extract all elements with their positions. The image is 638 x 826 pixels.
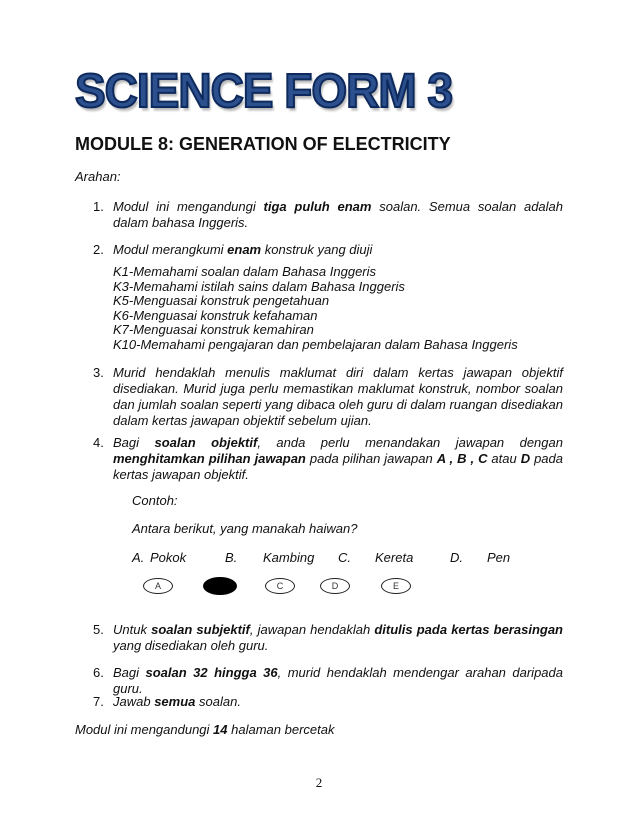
item-number-1: 1. [93,199,104,214]
construct-item: K6-Menguasai konstruk kefahaman [113,307,318,323]
page-number: 2 [315,775,323,790]
instruction-item-7: Jawab semua soalan. [113,694,241,709]
instruction-item-1: Modul ini mengandungi tiga puluh enam soalan. Semua soalan adalah dalam bahasa Inggeris. [113,199,563,230]
construct-item: K1-Memahami soalan dalam Bahasa Inggeris [113,264,377,279]
item-number-5: 5. [93,622,104,637]
item-number-2: 2. [93,242,104,257]
item-number-7: 7. [93,694,104,709]
instructions-heading: Arahan: [75,169,121,184]
answer-bubble-d: D [320,578,350,594]
option-b-letter: B. [225,550,238,565]
option-c-text: Kereta [375,550,414,565]
instruction-item-2: Modul merangkumi enam konstruk yang diuji [113,242,373,257]
answer-bubble-c: C [265,578,295,594]
option-a-letter: A. [132,550,145,565]
example-label: Contoh: [132,493,178,508]
option-d-letter: D. [450,550,463,565]
page-count-note: Modul ini mengandungi 14 halaman bercetak [75,722,335,737]
construct-item: K10-Memahami pengajaran dan pembelajaran dalam Bahasa Inggeris [113,336,518,352]
instruction-item-6: Bagi soalan 32 hingga 36, murid hendaklah mendengar arahan daripada guru. [113,665,563,696]
instruction-item-4: Bagi soalan objektif, anda perlu menandakan jawapan dengan menghitamkan pilihan jawapan pada pilihan jawapan A , B , C atau D pada kertas jawapan objektif. [113,435,563,482]
item-number-3: 3. [93,365,104,380]
option-d-text: Pen [487,550,511,565]
document-title: SCIENCE FORM 3 [75,63,453,118]
construct-item: K7-Menguasai konstruk kemahiran [113,322,314,338]
answer-bubble-filled [203,577,237,595]
construct-item: K3-Memahami istilah sains dalam Bahasa Inggeris [113,278,405,294]
instruction-item-3: Murid hendaklah menulis maklumat diri dalam kertas jawapan objektif disediakan. Murid juga perlu memastikan maklumat konstruk, nombor soalan dan jumlah soalan seperti yang dibaca oleh guru di dalam ruangan disediakan dalam kertas jawapan objektif sebelum ujian. [113,365,563,428]
construct-list [113,265,563,353]
construct-item: K5-Menguasai konstruk pengetahuan [113,293,330,309]
option-b-text: Kambing [263,550,315,565]
item-number-6: 6. [93,665,104,680]
option-c-letter: C. [338,550,351,565]
answer-bubble-e: E [381,578,411,594]
answer-bubble-a: A [143,578,173,594]
item-number-4: 4. [93,435,104,450]
instruction-item-5: Untuk soalan subjektif, jawapan hendaklah ditulis pada kertas berasingan yang disediakan oleh guru. [113,622,563,653]
option-a-text: Pokok [150,550,187,565]
example-question: Antara berikut, yang manakah haiwan? [132,521,358,536]
module-title: MODULE 8: GENERATION OF ELECTRICITY [75,134,451,154]
